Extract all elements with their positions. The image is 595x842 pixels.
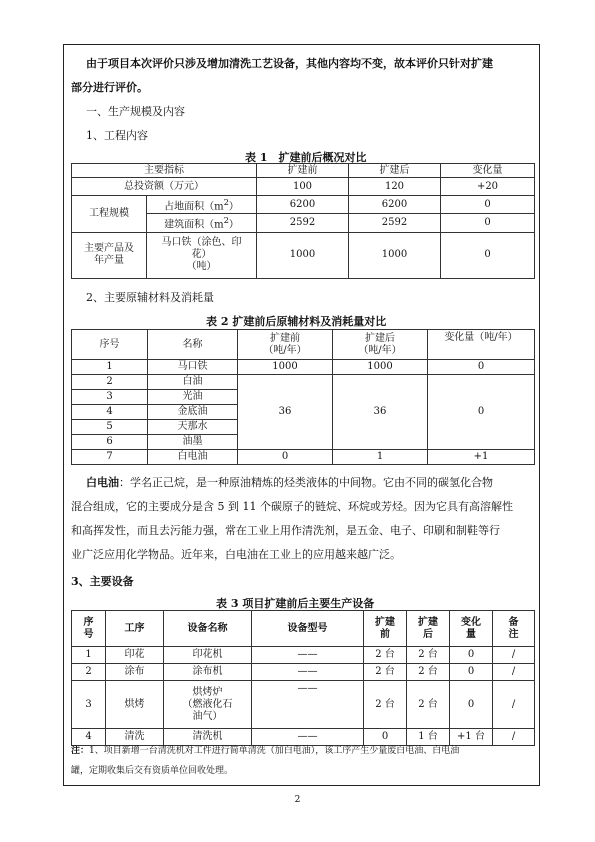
cell-after: 2 台: [407, 647, 450, 664]
value-after: 120: [349, 178, 441, 196]
cell-name: 光油: [148, 390, 238, 405]
cell-remark: /: [493, 681, 535, 729]
table3-caption: 表 3 项目扩建前后主要生产设备: [216, 597, 375, 610]
cell-after: 1: [333, 450, 428, 465]
cell-model: ——: [252, 681, 364, 729]
table1-caption: 表 1 扩建前后概况对比: [245, 151, 367, 164]
bd-line-3: 和高挥发性，而且去污能力强，常在工业上用作清洗剂，是五金、电子、印刷和制鞋等行: [71, 524, 500, 537]
cell-device: 印花机: [164, 647, 252, 664]
table-row: [72, 450, 535, 465]
table-row: [72, 647, 535, 664]
cell-device: 烘烤炉 （燃液化石 油气）: [164, 681, 252, 729]
cell-after-merged: 36: [333, 375, 428, 450]
cell-no: 6: [72, 435, 148, 450]
cell-after: 1000: [333, 360, 428, 375]
cell-no: 4: [72, 405, 148, 420]
cell-before: 1000: [238, 360, 333, 375]
header-process: 工序: [106, 611, 164, 647]
header-after: 扩建后 （吨/年）: [333, 330, 428, 360]
section-heading-materials: 2、主要原辅材料及消耗量: [86, 291, 214, 304]
table-row: [72, 664, 535, 681]
cell-name: 油墨: [148, 435, 238, 450]
bd-text-1: ：学名正己烷，是一种原油精炼的烃类液体的中间物。它由不同的碳氢化合物: [119, 476, 493, 489]
cell-device: 清洗机: [164, 729, 252, 746]
header-change: 变化量（吨/年）: [428, 330, 535, 360]
header-no: 序 号: [72, 611, 106, 647]
cell-change: +1 台: [450, 729, 493, 746]
cell-device: 涂布机: [164, 664, 252, 681]
table-row: [72, 232, 535, 278]
bd-line-2: 混合组成，它的主要成分是含 5 到 11 个碳原子的链烷、环烷或芳烃。因为它具有高溶解性: [71, 500, 513, 513]
row-label: 占地面积$(m^2)$: [147, 196, 257, 214]
header-change: 变化量: [441, 164, 535, 178]
cell-no: 1: [72, 360, 148, 375]
cell-change-merged: 0: [428, 375, 535, 450]
cell-after: 1 台: [407, 729, 450, 746]
header-device: 设备名称: [164, 611, 252, 647]
value-before: 2592: [257, 214, 349, 232]
cell-model: ——: [252, 664, 364, 681]
header-before: 扩建 前: [364, 611, 407, 647]
intro-line-1: 由于项目本次评价只涉及增加清洗工艺设备，其他内容均不变，故本评价只针对扩建: [86, 57, 493, 70]
table1-header-row: [72, 164, 535, 178]
cell-change: +1: [428, 450, 535, 465]
bd-line-4: 业广泛应用化学物品。近年来，白电油在工业上的应用越来越广泛。: [71, 548, 401, 561]
table-row: [72, 375, 535, 390]
cell-no: 4: [72, 729, 106, 746]
cell-model: ——: [252, 729, 364, 746]
cell-remark: /: [493, 664, 535, 681]
cell-name: 白电油: [148, 450, 238, 465]
cell-before-merged: 36: [238, 375, 333, 450]
cell-no: 3: [72, 390, 148, 405]
cell-model: ——: [252, 647, 364, 664]
cell-remark: /: [493, 647, 535, 664]
header-after: 扩建 后: [407, 611, 450, 647]
header-before: 扩建前: [257, 164, 349, 178]
cell-name: 马口铁: [148, 360, 238, 375]
header-before: 扩建前 （吨/年）: [238, 330, 333, 360]
cell-no: 2: [72, 375, 148, 390]
cell-name: 天那水: [148, 420, 238, 435]
value-before: 6200: [257, 196, 349, 214]
value-after: 6200: [349, 196, 441, 214]
row-label: 马口铁（涂色、印 花） （吨）: [147, 232, 257, 278]
cell-no: 5: [72, 420, 148, 435]
cell-process: 烘烤: [106, 681, 164, 729]
value-change: 0: [441, 232, 535, 278]
table2-header-row: [72, 330, 535, 360]
cell-change: 0: [450, 664, 493, 681]
cell-name: 白油: [148, 375, 238, 390]
cell-change: 0: [428, 360, 535, 375]
cell-process: 涂布: [106, 664, 164, 681]
cell-name: 金底油: [148, 405, 238, 420]
table3-header-row: [72, 611, 535, 647]
value-before: 1000: [257, 232, 349, 278]
cell-no: 2: [72, 664, 106, 681]
bd-line-1: [71, 471, 534, 495]
note: [71, 741, 534, 781]
note-label: 注：: [71, 746, 90, 756]
header-no: 序号: [72, 330, 148, 360]
row-label: 建筑面积$(m^2)$: [147, 214, 257, 232]
section-heading-equipment: 3、主要设备: [71, 575, 134, 588]
section-heading-engineering: 1、工程内容: [86, 129, 148, 142]
table-overview: [71, 163, 535, 279]
value-after: 1000: [349, 232, 441, 278]
header-indicator: 主要指标: [72, 164, 257, 178]
header-change: 变化 量: [450, 611, 493, 647]
header-model: 设备型号: [252, 611, 364, 647]
table-row: [72, 360, 535, 375]
header-after: 扩建后: [349, 164, 441, 178]
cell-no: 3: [72, 681, 106, 729]
cell-before: 2 台: [364, 647, 407, 664]
value-before: 100: [257, 178, 349, 196]
table-materials: [71, 329, 535, 465]
page-number: 2: [294, 795, 301, 805]
cell-process: 清洗: [106, 729, 164, 746]
value-change: +20: [441, 178, 535, 196]
note-line-2: 罐，定期收集后交有资质单位回收处理。: [71, 766, 234, 776]
value-change: 0: [441, 196, 535, 214]
cell-change: 0: [450, 647, 493, 664]
cell-remark: /: [493, 729, 535, 746]
table-row: [72, 178, 535, 196]
note-line-1: [71, 741, 534, 761]
table-equipment: [71, 610, 535, 746]
cell-no: 7: [72, 450, 148, 465]
cell-after: 2 台: [407, 681, 450, 729]
group-label: 工程规模: [72, 196, 147, 233]
cell-no: 1: [72, 647, 106, 664]
table2-caption: 表 2 扩建前后原辅材料及消耗量对比: [206, 315, 387, 328]
table-row: [72, 681, 535, 729]
note-text-1: 1、项目新增一台清洗机对工件进行简单清洗（加白电油），该工序产生少量废白电油、白电油: [89, 746, 460, 756]
cell-after: 2 台: [407, 664, 450, 681]
section-heading-scale: 一、生产规模及内容: [86, 105, 185, 118]
page-frame: [63, 44, 540, 786]
group-label: 主要产品及 年产量: [72, 232, 147, 278]
cell-process: 印花: [106, 647, 164, 664]
baidianyou-term: 白电油: [86, 476, 119, 489]
baidianyou-paragraph: [71, 471, 534, 567]
cell-change: 0: [450, 681, 493, 729]
header-name: 名称: [148, 330, 238, 360]
header-remark: 备 注: [493, 611, 535, 647]
row-label: 总投资额（万元）: [72, 178, 257, 196]
intro-line-2: 部分进行评价。: [71, 81, 148, 94]
table-row: [72, 196, 535, 214]
cell-before: 0: [364, 729, 407, 746]
value-after: 2592: [349, 214, 441, 232]
value-change: 0: [441, 214, 535, 232]
cell-before: 2 台: [364, 664, 407, 681]
cell-before: 2 台: [364, 681, 407, 729]
cell-before: 0: [238, 450, 333, 465]
